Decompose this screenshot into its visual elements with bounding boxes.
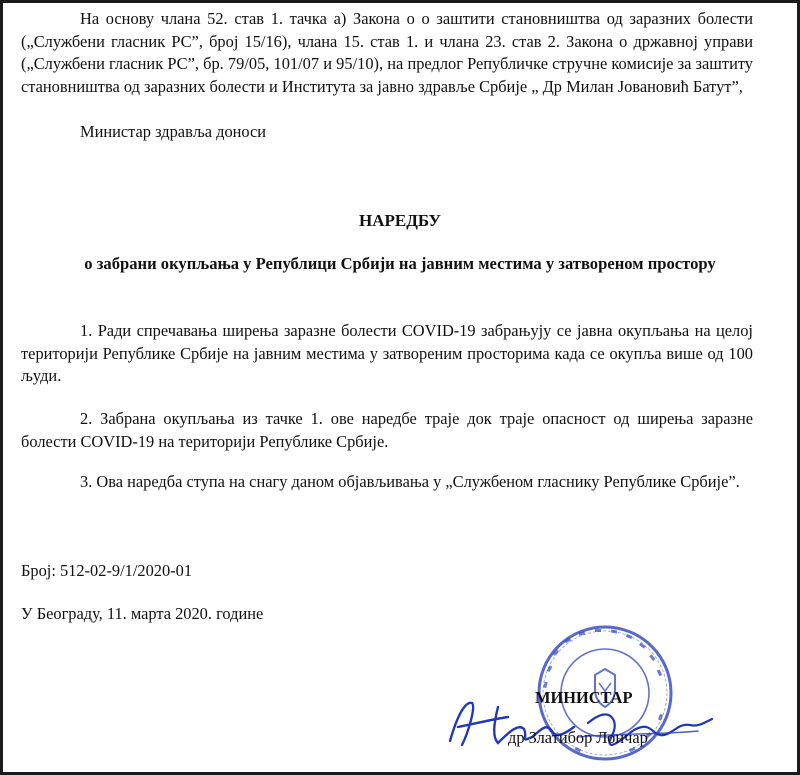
- point-1: 1. Ради спречавања ширења заразне болести COVID-19 забрањују се јавна окупљања на целој територији Републике Србије на јавним местима у затвореним просторима када се окупља више од 100 људи.: [21, 321, 753, 385]
- intro-paragraph: На основу члана 52. став 1. тачка а) Закона о о заштити становништва од заразних болести („Службени гласник РС”, број 15/16), члана 15. став 1. и члана 23. став 2. Закона о државној управи („Службени гласник РС”, бр. 79/05, 101/07 и 95/10), на предлог Републичке стручне комисије за заштиту становништва од заразних болести и Института за јавно здравље Србије „ Др Милан Јовановић Батут”,: [21, 9, 753, 96]
- point-2: 2. Забрана окупљања из тачке 1. ове наредбе траје док траје опасност од ширења заразне болести COVID-19 на територији Републике Србије.: [21, 409, 753, 451]
- signatory-title: МИНИСТАР: [535, 688, 633, 707]
- document-number: Број: 512-02-9/1/2020-01: [21, 561, 193, 580]
- place-date: У Београду, 11. марта 2020. године: [21, 604, 264, 623]
- document-subtitle: о забрани окупљања у Републици Србији на јавним местима у затвореном простору: [84, 254, 716, 273]
- decree-line: Министар здравља доноси: [80, 122, 267, 141]
- document-title: НАРЕДБУ: [358, 211, 442, 230]
- signatory-name: др Златибор Лончар: [508, 728, 648, 747]
- point-3: 3. Ова наредба ступа на снагу даном објављивања у „Службеном гласнику Републике Србије”.: [80, 472, 740, 491]
